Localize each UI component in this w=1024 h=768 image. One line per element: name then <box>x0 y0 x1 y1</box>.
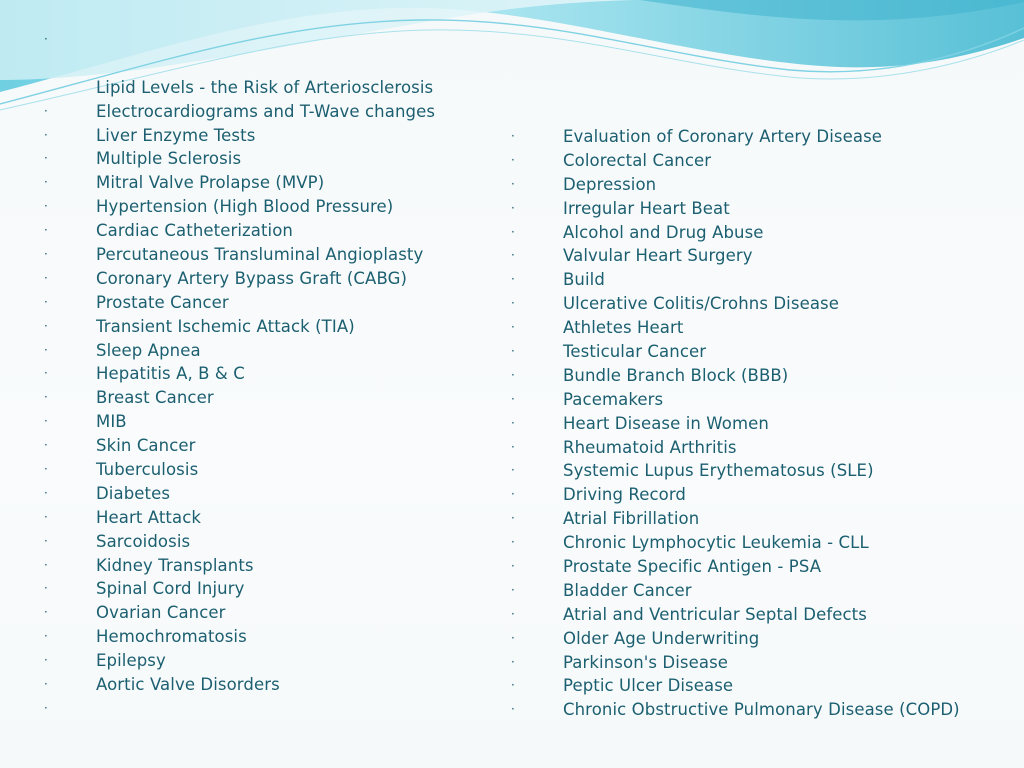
list-item-text: Older Age Underwriting <box>563 628 760 648</box>
list-item-text: Diabetes <box>96 483 171 503</box>
bullet-marker: · <box>511 582 515 597</box>
list-item-text: Lipid Levels - the Risk of Arteriosclerosis <box>96 77 434 97</box>
bullet-marker: · <box>44 175 48 190</box>
list-item-text: Atrial Fibrillation <box>563 509 700 529</box>
list-item-text: Peptic Ulcer Disease <box>563 676 734 696</box>
list-item-text: Systemic Lupus Erythematosus (SLE) <box>563 461 874 481</box>
bullet-marker: · <box>511 200 515 215</box>
list-item-text: Pacemakers <box>563 389 664 409</box>
bullet-marker: · <box>44 653 48 668</box>
list-item-text: Sleep Apnea <box>96 340 201 360</box>
bullet-marker: · <box>44 485 48 500</box>
list-item-text: Chronic Obstructive Pulmonary Disease (COPD) <box>563 700 960 720</box>
bullet-marker: · <box>511 678 515 693</box>
list-item-text: Tuberculosis <box>96 460 199 480</box>
list-item-text: Hemochromatosis <box>96 627 247 647</box>
list-item-text: Ovarian Cancer <box>96 603 226 623</box>
list-item-text: Hypertension (High Blood Pressure) <box>96 197 394 217</box>
bullet-marker: · <box>511 630 515 645</box>
bullet-marker: · <box>44 127 48 142</box>
bullet-marker: · <box>511 129 515 143</box>
list-item-text: Mitral Valve Prolapse (MVP) <box>96 173 325 193</box>
bullet-marker: · <box>44 700 48 715</box>
bullet-marker: · <box>44 32 48 46</box>
list-item-text: Coronary Artery Bypass Graft (CABG) <box>96 268 407 288</box>
list-item-text: Testicular Cancer <box>563 342 707 362</box>
list-item-text: Depression <box>563 174 657 194</box>
list-item-text: Breast Cancer <box>96 388 214 408</box>
list-item-text: Sarcoidosis <box>96 531 191 551</box>
bullet-marker: · <box>44 677 48 692</box>
list-item-text: Driving Record <box>563 485 687 505</box>
bullet-marker: · <box>44 318 48 333</box>
bullet-marker: · <box>44 151 48 166</box>
bullet-marker: · <box>44 223 48 238</box>
bullet-marker: · <box>44 533 48 548</box>
bullet-marker: · <box>44 509 48 524</box>
bullet-marker: · <box>44 462 48 477</box>
bullet-marker: · <box>511 415 515 430</box>
bullet-marker: · <box>511 463 515 478</box>
bullet-marker: · <box>511 367 515 382</box>
bullet-marker: · <box>44 605 48 620</box>
list-item-text: Heart Attack <box>96 507 202 527</box>
list-item-text: Kidney Transplants <box>96 555 254 575</box>
list-item-text: Bundle Branch Block (BBB) <box>563 365 789 385</box>
bullet-marker: · <box>511 344 515 359</box>
bullet-marker: · <box>44 199 48 214</box>
list-item-text: Liver Enzyme Tests <box>96 125 256 145</box>
list-item-text: Cardiac Catheterization <box>96 221 293 241</box>
bullet-marker: · <box>511 152 515 167</box>
list-item-text: Athletes Heart <box>563 318 684 338</box>
bullet-marker: · <box>44 247 48 262</box>
list-item-text: Build <box>563 270 605 290</box>
bullet-marker: · <box>511 606 515 621</box>
list-item-text: Percutaneous Transluminal Angioplasty <box>96 245 424 265</box>
list-item-text: Heart Disease in Women <box>563 413 769 433</box>
list-item-text: Irregular Heart Beat <box>563 198 730 218</box>
bullet-marker: · <box>44 294 48 309</box>
bullet-marker: · <box>511 176 515 191</box>
bullet-marker: · <box>44 342 48 357</box>
bullet-marker: · <box>44 629 48 644</box>
bullet-marker: · <box>511 654 515 669</box>
list-item-text: Rheumatoid Arthritis <box>563 437 737 457</box>
list-item-text: Prostate Cancer <box>96 292 229 312</box>
bullet-marker: · <box>44 390 48 405</box>
list-item-text: Alcohol and Drug Abuse <box>563 222 764 242</box>
bullet-marker: · <box>44 581 48 596</box>
bullet-marker: · <box>511 511 515 526</box>
bullet-marker: · <box>511 702 515 717</box>
bullet-marker: · <box>44 103 48 118</box>
bullet-marker: · <box>511 535 515 550</box>
list-item-text: Transient Ischemic Attack (TIA) <box>96 316 355 336</box>
bullet-marker: · <box>44 438 48 453</box>
bullet-marker: · <box>511 320 515 335</box>
list-item-text: Electrocardiograms and T-Wave changes <box>96 101 436 121</box>
list-item-text: Spinal Cord Injury <box>96 579 245 599</box>
list-item-text: Atrial and Ventricular Septal Defects <box>563 604 867 624</box>
list-item-text: Chronic Lymphocytic Leukemia - CLL <box>563 533 869 553</box>
bullet-marker: · <box>511 296 515 311</box>
bullet-marker: · <box>511 439 515 454</box>
bullet-marker: · <box>44 414 48 429</box>
list-item-text: Skin Cancer <box>96 436 196 456</box>
bullet-marker: · <box>44 557 48 572</box>
list-item-text: Colorectal Cancer <box>563 150 712 170</box>
list-item-text: Aortic Valve Disorders <box>96 675 280 695</box>
bullet-marker: · <box>511 224 515 239</box>
list-item-text: Multiple Sclerosis <box>96 149 242 169</box>
list-item-text: MIB <box>96 412 127 432</box>
bullet-marker: · <box>511 559 515 574</box>
bullet-marker: · <box>44 270 48 285</box>
bullet-marker: · <box>511 272 515 287</box>
list-item-text: Evaluation of Coronary Artery Disease <box>563 127 883 146</box>
list-item-text: Hepatitis A, B & C <box>96 364 245 384</box>
bullet-marker: · <box>511 487 515 502</box>
list-item-text: Ulcerative Colitis/Crohns Disease <box>563 294 839 314</box>
list-item-text: Epilepsy <box>96 651 166 671</box>
list-item-text: Parkinson's Disease <box>563 652 729 672</box>
bullet-marker: · <box>511 391 515 406</box>
list-item-text: Prostate Specific Antigen - PSA <box>563 557 822 577</box>
bullet-marker: · <box>511 248 515 263</box>
bullet-marker: · <box>44 366 48 381</box>
list-item-text: Bladder Cancer <box>563 580 692 600</box>
list-item-text: Valvular Heart Surgery <box>563 246 753 266</box>
